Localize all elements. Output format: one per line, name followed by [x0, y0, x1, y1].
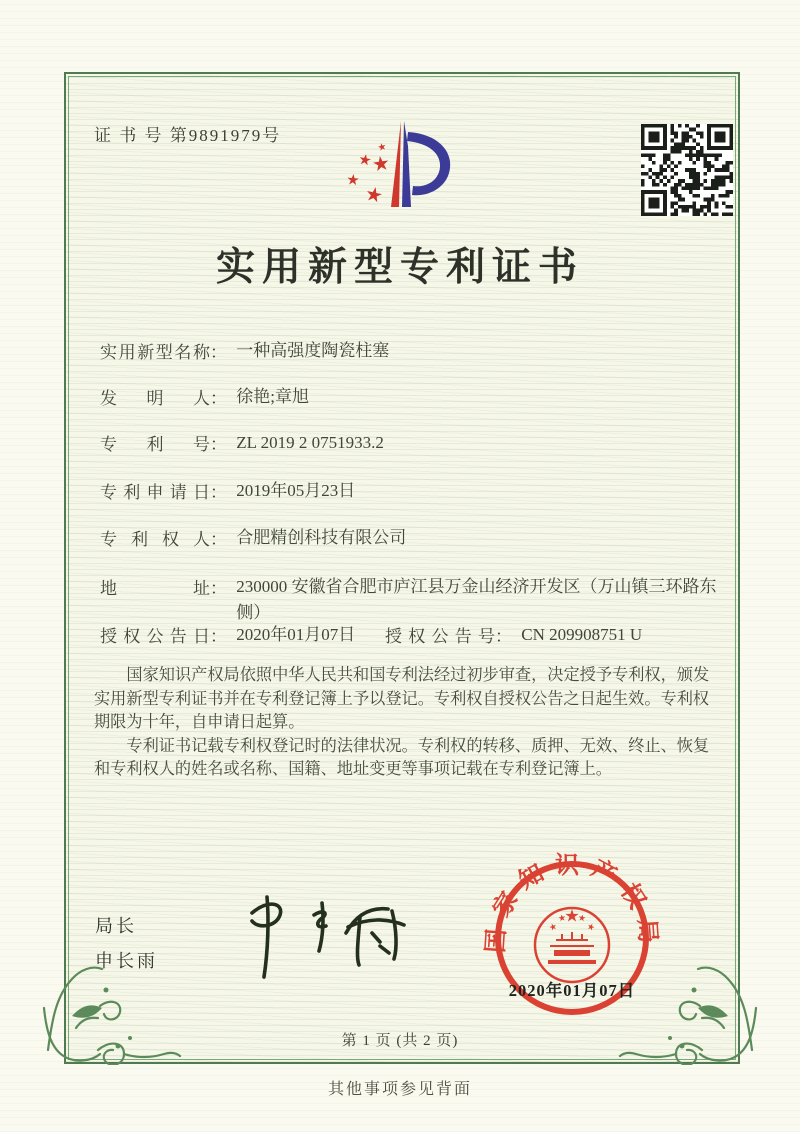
cnipa-logo-icon	[328, 104, 480, 226]
field-row-grant	[100, 622, 736, 648]
field-value: 230000 安徽省合肥市庐江县万金山经济开发区（万山镇三环路东侧）	[236, 577, 717, 623]
label-colon: ：	[495, 627, 512, 646]
field-value: 一种高强度陶瓷柱塞	[236, 341, 390, 360]
field-label: 地址	[100, 579, 210, 598]
field-value: 2019年05月23日	[236, 481, 356, 500]
commissioner-name: 申长雨	[95, 951, 158, 971]
label-colon: ：	[210, 627, 227, 646]
official-seal	[482, 848, 662, 1028]
field-label: 发明人	[100, 389, 210, 408]
grant-number-value: CN 209908751 U	[521, 625, 643, 644]
grant-number-pair	[385, 622, 642, 648]
label-colon: ：	[210, 483, 227, 502]
certificate-title: 实用新型专利证书	[215, 246, 584, 289]
field-row-invention-name	[100, 338, 736, 364]
certificate-number: 证 书 号 第9891979号	[94, 126, 282, 145]
grant-number-label: 授权公告号	[385, 627, 495, 646]
legal-paragraph-1: 国家知识产权局依照中华人民共和国专利法经过初步审查，决定授予专利权，颁发实用新型专利证书并在专利登记簿上予以登记。专利权自授权公告之日起生效。专利权期限为十年，自申请日起算。	[94, 666, 710, 731]
field-row-address	[100, 574, 736, 627]
seal-ring-text: 国家知识产权局	[483, 853, 661, 954]
field-row-patentee	[100, 525, 736, 551]
qr-code	[641, 124, 733, 216]
page-number: 第 1 页 (共 2 页)	[341, 1033, 459, 1049]
grant-date-value: 2020年01月07日	[236, 625, 356, 644]
label-colon: ：	[210, 343, 227, 362]
back-side-note: 其他事项参见背面	[327, 1081, 472, 1098]
label-colon: ：	[210, 389, 227, 408]
legal-paragraph-2: 专利证书记载专利权登记时的法律状况。专利权的转移、质押、无效、终止、恢复和专利权人的姓名或名称、国籍、地址变更等事项记载在专利登记簿上。	[94, 736, 710, 778]
field-label: 专利号	[100, 435, 210, 454]
field-label: 实用新型名称	[100, 343, 210, 362]
commissioner-title: 局长	[95, 916, 137, 936]
grant-date-label: 授权公告日	[100, 627, 210, 646]
field-value: 徐艳;章旭	[236, 387, 309, 406]
legal-text-block	[94, 664, 712, 782]
field-value: 合肥精创科技有限公司	[236, 528, 407, 547]
field-row-filing-date	[100, 478, 736, 504]
label-colon: ：	[210, 435, 227, 454]
label-colon: ：	[210, 530, 227, 549]
field-value: ZL 2019 2 0751933.2	[236, 433, 384, 452]
field-label: 专利申请日	[100, 483, 210, 502]
seal-date: 2020年01月07日	[508, 981, 636, 1000]
label-colon: ：	[210, 579, 227, 598]
field-row-inventor	[100, 384, 736, 410]
field-label: 专利权人	[100, 530, 210, 549]
commissioner-signature	[222, 891, 427, 986]
field-row-patent-number	[100, 430, 736, 456]
